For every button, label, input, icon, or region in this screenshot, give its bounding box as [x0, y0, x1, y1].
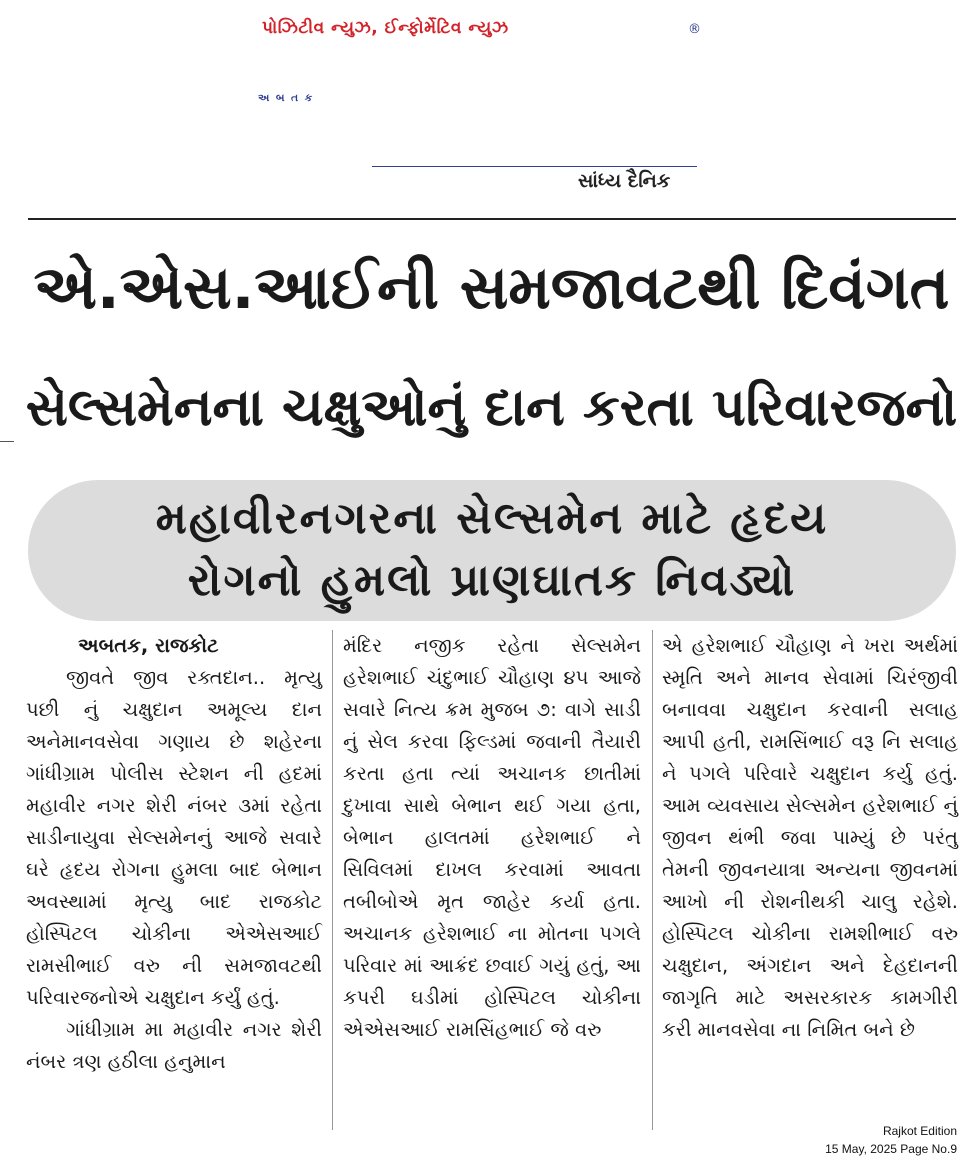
column-divider	[332, 630, 333, 1130]
page-footer	[825, 1122, 957, 1158]
header-divider	[28, 218, 956, 220]
article-column-1	[26, 630, 322, 1078]
subheadline-line-1: મહાવીરનગરના સેલ્સમેન માટે હૃદય	[155, 493, 829, 544]
dateline: અબતક, રાજકોટ	[78, 634, 219, 657]
article-column-2	[343, 630, 641, 1046]
subheadline-line-2: રોગનો હુમલો પ્રાણઘાતક નિવડ્યો	[187, 555, 797, 606]
masthead	[0, 0, 969, 215]
registered-mark: ®	[688, 22, 701, 37]
margin-mark	[0, 441, 14, 442]
headline-line-1: એ.એસ.આઈની સમજાવટથી દિવંગત	[33, 253, 950, 323]
article-paragraph: ગાંધીગ્રામ મા મહાવીર નગર શેરી નંબર ત્રણ હઠીલા હનુમાન	[26, 1018, 322, 1073]
article-paragraph: એ હરેશભાઈ ચૌહાણ ને ખરા અર્થમાં સ્મૃતિ અને માનવ સેવામાં ચિરંજીવી બનાવવા ચક્ષુદાન કરવાની સલાહ આપી હતી, રામસિંભાઈ વરૂ નિ સલાહ ને પગલે પરિવારે ચક્ષુદાન કર્યુ હતું. આમ વ્યવસાય સેલ્સમેન હરેશભાઈ નું જીવન થંભી જવા પામ્યું છે પરંતુ તેમની જીવનયાત્રા અન્યના જીવનમાં આખો ની રોશનીથકી ચાલુ રહેશે. હોસ્પિટલ ચોકીના રામશીભાઈ વરુ ચક્ષુદાન, અંગદાન અને દેહદાનની જાગૃતિ માટે અસરકારક કામગીરી કરી માનવસેવા ના નિમિત બને છે	[662, 634, 958, 1041]
article-paragraph: મંદિર નજીક રહેતા સેલ્સમેન હરેશભાઈ ચંદુભાઈ ચૌહાણ ૪૫ આજે સવારે નિત્ય ક્રમ મુજબ ૭: વાગે સાડી નું સેલ કરવા ફિલ્ડમાં જવાની તૈયારી કરતા હતા ત્યાં અચાનક છાતીમાં દુખાવા સાથે બેભાન થઈ ગયા હતા, બેભાન હાલતમાં હરેશભાઈ ને સિવિલમાં દાખલ કરવામાં આવતા તબીબોએ મૃત જાહેર કર્યા હતા. અચાનક હરેશભાઈ ના મોતના પગલે પરિવાર માં આક્રંદ છવાઈ ગયું હતું, આ કપરી ઘડીમાં હોસ્પિટલ ચોકીના એએસઆઈ રામસિંહભાઈ જે વરુ	[343, 634, 641, 1041]
date-page-label: 15 May, 2025 Page No.9	[825, 1142, 957, 1156]
column-divider	[652, 630, 653, 1130]
edition-label: Rajkot Edition	[882, 1124, 957, 1138]
tagline: પોઝિટીવ ન્યુઝ, ઈન્ફોર્મેટિવ ન્યુઝ	[262, 18, 509, 38]
article-column-3	[662, 630, 958, 1046]
headline-line-2: સેલ્સમેનના ચક્ષુઓનું દાન કરતા પરિવારજનો	[25, 378, 958, 438]
article-paragraph: જીવતે જીવ રક્તદાન.. મૃત્યુ પછી નું ચક્ષુદાન અમૂલ્ય દાન અનેમાનવસેવા ગણાય છે શહેરના ગાંધીગ્રામ પોલીસ સ્ટેશન ની હદમાં મહાવીર નગર શેરી નંબર ૩માં રહેતા સાડીનાયુવા સેલ્સમેનનું આજે સવારે ઘરે હૃદય રોગના હુમલા બાદ બેભાન અવસ્થામાં મૃત્યુ બાદ રાજકોટ હોસ્પિટલ ચોકીના એએસઆઈ રામસીભાઈ વરુ ની સમજાવટથી પરિવારજનોએ ચક્ષુદાન કર્યું હતું.	[26, 666, 322, 1009]
logo-underline	[372, 166, 697, 167]
newspaper-logo: અબતક	[258, 93, 319, 104]
edition-type: સાંધ્ય દૈનિક	[578, 170, 671, 192]
